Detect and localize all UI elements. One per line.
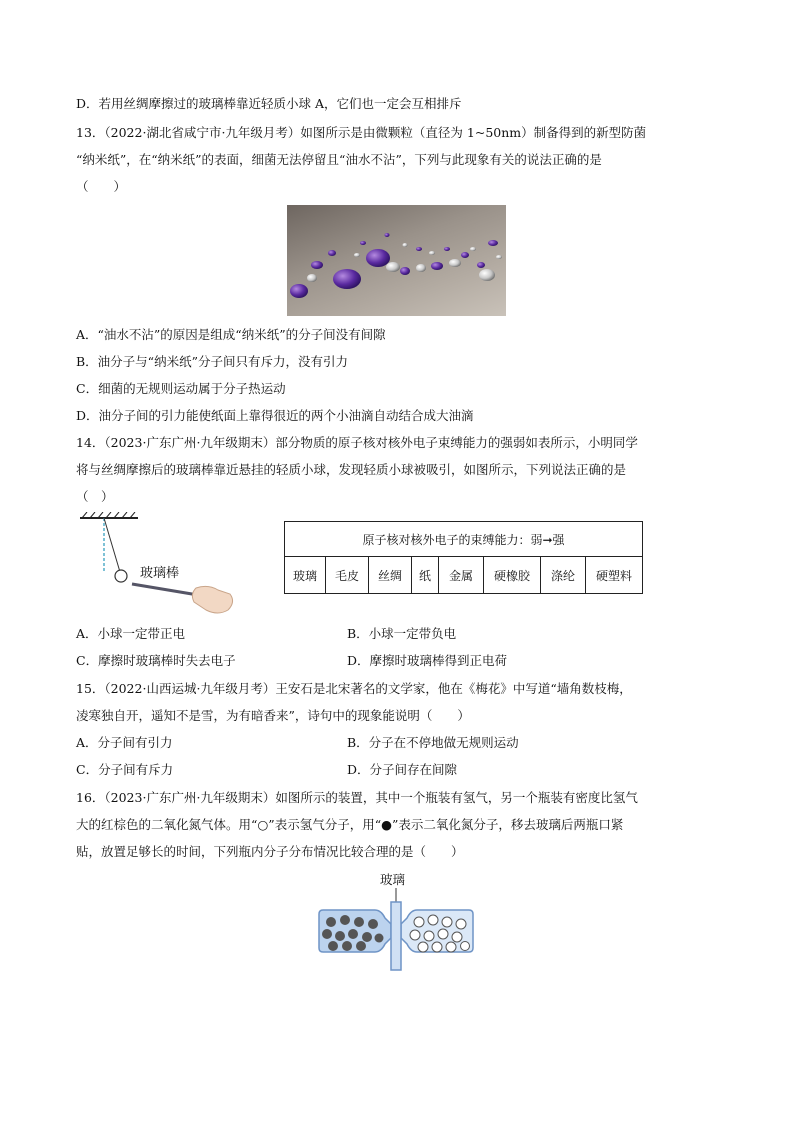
gas-bottles-illustration <box>315 884 485 974</box>
pendulum-figure <box>70 512 240 622</box>
binding-item-polyester: 涤纶 <box>541 557 586 594</box>
binding-item-silk: 丝绸 <box>369 557 412 594</box>
binding-item-glass: 玻璃 <box>285 557 326 594</box>
glass-rod-label: 玻璃棒 <box>140 566 180 581</box>
binding-item-fur: 毛皮 <box>326 557 369 594</box>
gas-bottles-figure <box>315 884 485 974</box>
binding-item-metal: 金属 <box>439 557 484 594</box>
q15-stem-line-2: 凌寒独自开，遥知不是雪，为有暗香来”，诗句中的现象能说明（ ） <box>76 708 470 723</box>
q14-stem-line-3: （ ） <box>76 489 114 504</box>
q14-option-c: C．摩擦时玻璃棒时失去电子 <box>76 653 236 668</box>
q15-option-b: B．分子在不停地做无规则运动 <box>347 735 519 750</box>
q12-option-d: D．若用丝绸摩擦过的玻璃棒靠近轻质小球 A，它们也一定会互相排斥 <box>76 96 462 111</box>
q13-stem-line-2: “纳米纸”，在“纳米纸”的表面，细菌无法停留且“油水不沾”，下列与此现象有关的说法正确的是 <box>76 152 602 167</box>
q14-option-d: D．摩擦时玻璃棒得到正电荷 <box>347 653 508 668</box>
q13-option-b: B．油分子与“纳米纸”分子间只有斥力，没有引力 <box>76 354 348 369</box>
q13-stem-line-3: （ ） <box>76 179 127 194</box>
binding-item-hard-plastic: 硬塑料 <box>586 557 643 594</box>
q15-stem-line-1: 15．（2022·山西运城·九年级月考）王安石是北宋著名的文学家，他在《梅花》中写道“墙角数枝梅， <box>76 681 632 696</box>
q16-stem-line-2: 大的红棕色的二氧化氮气体。用“○”表示氢气分子，用“●”表示二氧化氮分子，移去玻璃后两瓶口紧 <box>76 817 624 832</box>
q13-option-d: D．油分子间的引力能使纸面上靠得很近的两个小油滴自动结合成大油滴 <box>76 408 474 423</box>
binding-item-paper: 纸 <box>412 557 439 594</box>
q13-option-a: A．“油水不沾”的原因是组成“纳米纸”的分子间没有间隙 <box>76 327 386 342</box>
q15-option-c: C．分子间有斥力 <box>76 762 174 777</box>
q14-option-a: A．小球一定带正电 <box>76 626 186 641</box>
q16-stem-line-1: 16．（2023·广东广州·九年级期末）如图所示的装置，其中一个瓶装有氢气，另一个瓶装有密度比氢气 <box>76 790 638 805</box>
q14-stem-line-2: 将与丝绸摩擦后的玻璃棒靠近悬挂的轻质小球，发现轻质小球被吸引，如图所示，下列说法正确的是 <box>76 462 627 477</box>
binding-item-hard-rubber: 硬橡胶 <box>484 557 541 594</box>
q14-stem-line-1: 14．（2023·广东广州·九年级期末）部分物质的原子核对核外电子束缚能力的强弱如表所示，小明同学 <box>76 435 638 450</box>
droplets-illustration <box>287 205 506 316</box>
q15-option-a: A．分子间有引力 <box>76 735 173 750</box>
q15-option-d: D．分子间存在间隙 <box>347 762 458 777</box>
q16-stem-line-3: 贴，放置足够长的时间，下列瓶内分子分布情况比较合理的是（ ） <box>76 844 464 859</box>
binding-ability-table <box>284 521 643 594</box>
q14-option-b: B．小球一定带负电 <box>347 626 457 641</box>
q13-option-c: C．细菌的无规则运动属于分子热运动 <box>76 381 286 396</box>
binding-table-header: 原子核对核外电子的束缚能力：弱➞强 <box>285 522 643 557</box>
glass-plate-label: 玻璃 <box>380 872 406 887</box>
nano-paper-droplets-photo <box>287 205 506 316</box>
q13-stem-line-1: 13．（2022·湖北省咸宁市·九年级月考）如图所示是由微颗粒（直径为 1~50nm）制备得到的新型防菌 <box>76 125 647 140</box>
